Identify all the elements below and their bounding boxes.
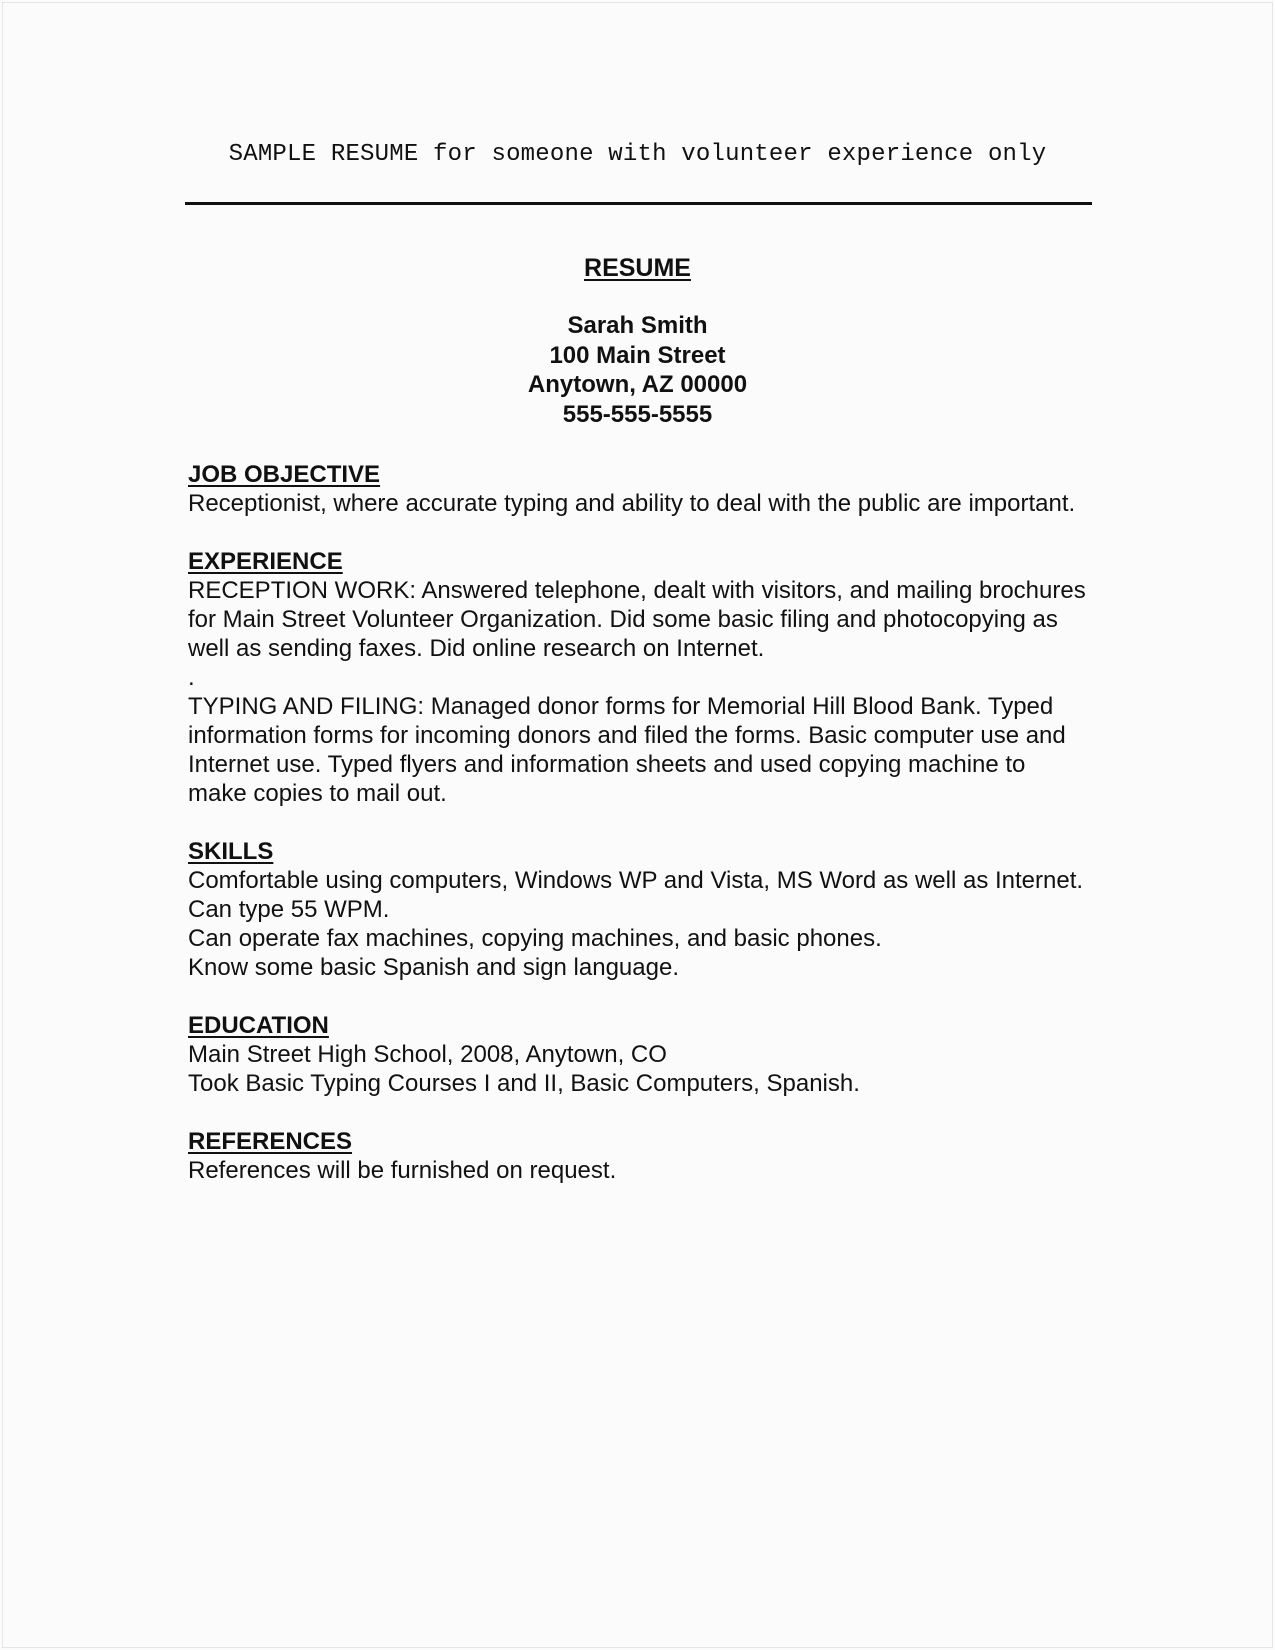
- contact-city: Anytown, AZ 00000: [527, 371, 748, 398]
- references-heading: REFERENCES: [188, 1128, 353, 1155]
- job-objective-heading: JOB OBJECTIVE: [188, 461, 381, 488]
- skills-item: Can type 55 WPM.: [188, 896, 390, 923]
- education-item: Took Basic Typing Courses I and II, Basic Computers, Spanish.: [188, 1070, 860, 1097]
- contact-street: 100 Main Street: [549, 341, 726, 369]
- sample-banner: SAMPLE RESUME for someone with volunteer experience only: [228, 141, 1047, 168]
- section-education: [188, 1011, 1088, 1098]
- education-heading: EDUCATION: [188, 1012, 329, 1039]
- references-text: References will be furnished on request.: [188, 1157, 617, 1184]
- skills-heading: SKILLS: [188, 838, 274, 865]
- experience-reception: RECEPTION WORK: Answered telephone, dealt with visitors, and mailing brochures for Main Street Volunteer Organization. Did some basic filing and photocopying as well as sending faxes. Did online research on Internet.: [188, 577, 1086, 662]
- horizontal-rule: [185, 202, 1092, 205]
- experience-separator: .: [188, 664, 195, 691]
- job-objective-text: Receptionist, where accurate typing and ability to deal with the public are important.: [188, 490, 1076, 517]
- skills-item: Comfortable using computers, Windows WP and Vista, MS Word as well as Internet.: [188, 867, 1084, 894]
- resume-body: [188, 460, 1088, 1214]
- section-skills: [188, 837, 1088, 982]
- resume-title: RESUME: [584, 254, 691, 282]
- experience-heading: EXPERIENCE: [188, 548, 343, 575]
- contact-name: Sarah Smith: [567, 312, 708, 339]
- education-item: Main Street High School, 2008, Anytown, CO: [188, 1041, 667, 1068]
- skills-item: Know some basic Spanish and sign language.: [188, 954, 679, 981]
- contact-phone: 555-555-5555: [562, 400, 713, 428]
- experience-typing: TYPING AND FILING: Managed donor forms for Memorial Hill Blood Bank. Typed information forms for incoming donors and filed the forms. Basic computer use and Internet use. Typed flyers and information sheets and used copying machine to make copies to mail out.: [188, 693, 1066, 807]
- skills-item: Can operate fax machines, copying machines, and basic phones.: [188, 925, 882, 952]
- contact-block: [0, 311, 1275, 429]
- section-experience: [188, 547, 1088, 808]
- section-job-objective: [188, 460, 1088, 518]
- section-references: [188, 1127, 1088, 1185]
